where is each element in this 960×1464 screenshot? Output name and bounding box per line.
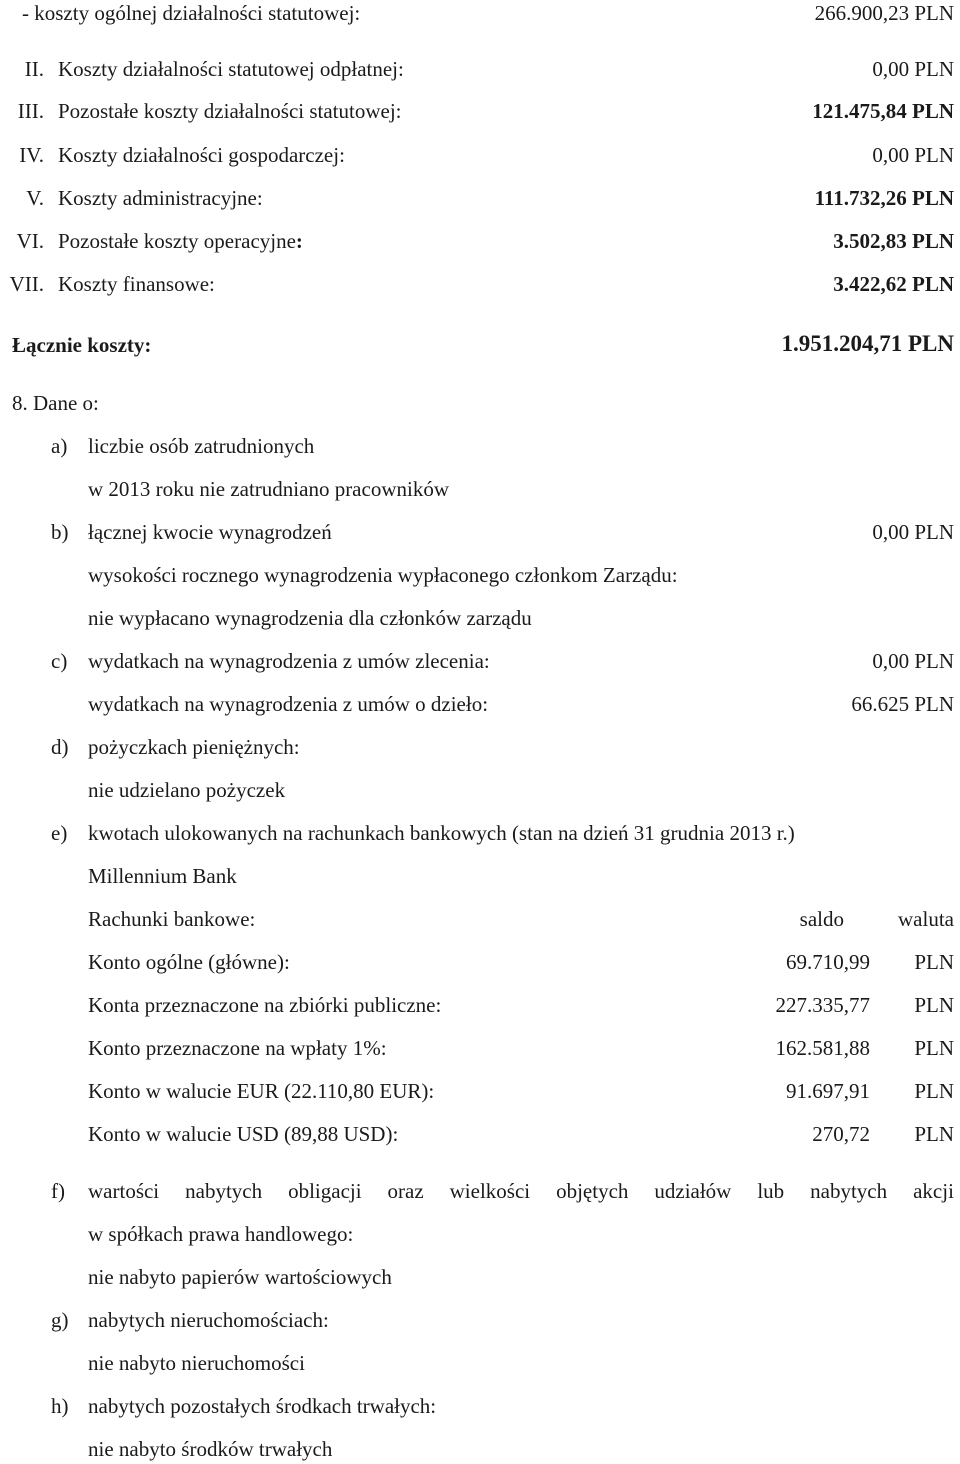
item-d-letter: d): [51, 735, 69, 759]
account-saldo: 69.710,99: [786, 950, 870, 974]
account-waluta: PLN: [914, 950, 954, 974]
total-costs-value: 1.951.204,71 PLN: [781, 331, 954, 356]
item-h-note: nie nabyto środków trwałych: [88, 1437, 333, 1461]
accounts-header-saldo: saldo: [799, 907, 844, 931]
cost-row-label: Pozostałe koszty działalności statutowej:: [58, 99, 402, 123]
item-a-letter: a): [51, 434, 68, 458]
item-b-value: 0,00 PLN: [872, 520, 954, 544]
cost-row-num: VI.: [16, 229, 44, 253]
item-g-text: nabytych nieruchomościach:: [88, 1308, 329, 1332]
item-b-line3: nie wypłacano wynagrodzenia dla członków zarządu: [88, 606, 532, 630]
item-e-text: kwotach ulokowanych na rachunkach bankowych (stan na dzień 31 grudnia 2013 r.): [88, 821, 795, 845]
account-name: Konto przeznaczone na wpłaty 1%:: [88, 1036, 387, 1060]
cost-row-value: 0,00 PLN: [872, 57, 954, 81]
cost-row-value: 0,00 PLN: [872, 143, 954, 167]
item-d-note: nie udzielano pożyczek: [88, 778, 286, 802]
section-8-heading: 8. Dane o:: [12, 391, 99, 415]
cost-row-value: 3.422,62 PLN: [833, 272, 954, 296]
item-f-word: nabytych: [810, 1179, 888, 1203]
item-f-letter: f): [51, 1179, 65, 1203]
item-d-text: pożyczkach pieniężnych:: [88, 735, 300, 759]
account-saldo: 227.335,77: [775, 993, 870, 1017]
cost-row-num: V.: [26, 186, 44, 210]
item-f-word: obligacji: [288, 1179, 362, 1203]
cost-row-label-wrap: [58, 227, 303, 255]
item-b-line2: wysokości rocznego wynagrodzenia wypłaconego członkom Zarządu:: [88, 563, 678, 587]
item-f-word: oraz: [387, 1179, 424, 1203]
item-g-letter: g): [51, 1308, 69, 1332]
cost-row-num: VII.: [9, 272, 44, 296]
item-e-letter: e): [51, 821, 68, 845]
cost-row-label: Koszty finansowe:: [58, 272, 215, 296]
cost-row-label: Pozostałe koszty operacyjne: [58, 229, 296, 253]
item-f-text: [88, 1177, 954, 1205]
cost-row-value: 111.732,26 PLN: [814, 186, 954, 210]
cost-first-line-value: 266.900,23 PLN: [814, 1, 954, 25]
item-f-word: nabytych: [185, 1179, 263, 1203]
cost-row-num: IV.: [19, 143, 44, 167]
total-costs-label: Łącznie koszty:: [12, 333, 152, 357]
cost-row-label: Koszty działalności gospodarczej:: [58, 143, 345, 167]
item-c-value2: 66.625 PLN: [851, 692, 954, 716]
item-f-word: wartości: [88, 1179, 160, 1203]
account-waluta: PLN: [914, 993, 954, 1017]
item-f-line2: w spółkach prawa handlowego:: [88, 1222, 354, 1246]
account-saldo: 162.581,88: [775, 1036, 870, 1060]
accounts-header-waluta: waluta: [898, 907, 954, 931]
item-a-text: liczbie osób zatrudnionych: [88, 434, 315, 458]
item-f-word: wielkości: [449, 1179, 531, 1203]
item-g-note: nie nabyto nieruchomości: [88, 1351, 305, 1375]
item-a-note: w 2013 roku nie zatrudniano pracowników: [88, 477, 449, 501]
item-f-word: akcji: [913, 1179, 954, 1203]
cost-row-value: 121.475,84 PLN: [812, 99, 954, 123]
cost-row-num: III.: [17, 99, 44, 123]
account-saldo: 91.697,91: [786, 1079, 870, 1103]
account-saldo: 270,72: [812, 1122, 870, 1146]
item-c-letter: c): [51, 649, 68, 673]
item-c-line2: wydatkach na wynagrodzenia z umów o dzieło:: [88, 692, 489, 716]
item-b-text: łącznej kwocie wynagrodzeń: [88, 520, 332, 544]
item-c-text: wydatkach na wynagrodzenia z umów zlecenia:: [88, 649, 490, 673]
cost-row-label: Koszty działalności statutowej odpłatnej:: [58, 57, 404, 81]
account-name: Konto w walucie EUR (22.110,80 EUR):: [88, 1079, 435, 1103]
cost-first-line-label: - koszty ogólnej działalności statutowej:: [22, 1, 361, 25]
item-f-word: objętych: [556, 1179, 629, 1203]
account-name: Konta przeznaczone na zbiórki publiczne:: [88, 993, 442, 1017]
item-f-note: nie nabyto papierów wartościowych: [88, 1265, 392, 1289]
account-waluta: PLN: [914, 1036, 954, 1060]
item-b-letter: b): [51, 520, 69, 544]
item-c-value: 0,00 PLN: [872, 649, 954, 673]
bank-name: Millennium Bank: [88, 864, 237, 888]
account-waluta: PLN: [914, 1122, 954, 1146]
cost-row-label: Koszty administracyjne:: [58, 186, 263, 210]
item-h-letter: h): [51, 1394, 69, 1418]
item-f-word: lub: [757, 1179, 785, 1203]
item-f-word: udziałów: [654, 1179, 732, 1203]
account-name: Konto ogólne (główne):: [88, 950, 290, 974]
account-waluta: PLN: [914, 1079, 954, 1103]
cost-row-label-colon: :: [295, 229, 303, 253]
cost-row-value: 3.502,83 PLN: [833, 229, 954, 253]
item-h-text: nabytych pozostałych środkach trwałych:: [88, 1394, 437, 1418]
accounts-header-label: Rachunki bankowe:: [88, 907, 256, 931]
account-name: Konto w walucie USD (89,88 USD):: [88, 1122, 399, 1146]
cost-row-num: II.: [24, 57, 44, 81]
